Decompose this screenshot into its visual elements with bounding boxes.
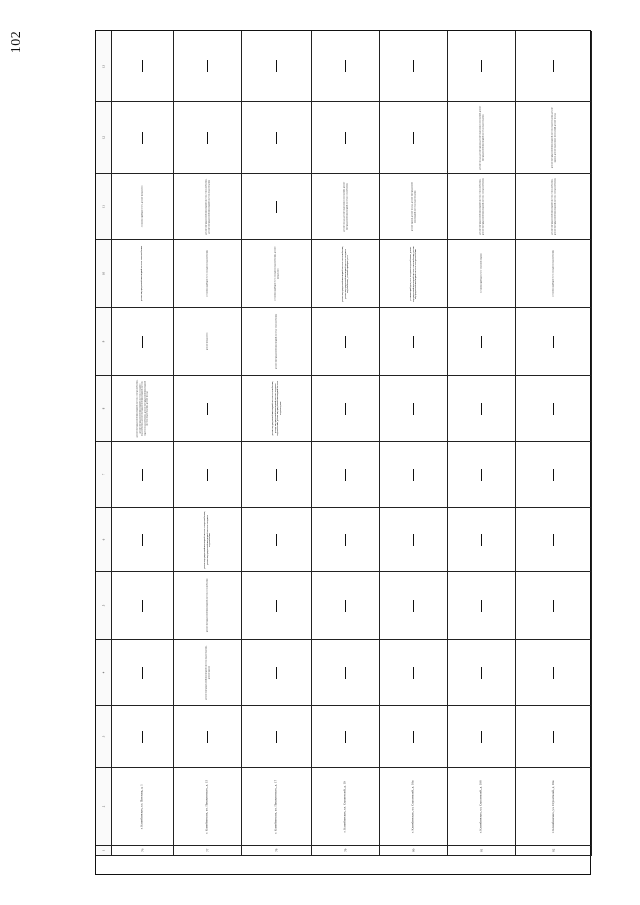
table-cell xyxy=(312,376,380,442)
table-cell xyxy=(312,508,380,572)
empty-dash xyxy=(345,60,346,72)
table-cell xyxy=(516,442,592,508)
row-address: г. Клинбинских, ул. Строителей, д. 10б xyxy=(478,780,483,833)
table-cell xyxy=(242,706,312,768)
work-description: ремонт внутридомовой инженерной системы теплоснабжения, ремонт внутридомовой инженерной системы электроснабжения xyxy=(478,178,484,235)
empty-dash xyxy=(207,469,208,481)
column-number: 3 xyxy=(101,735,105,738)
table-cell xyxy=(448,572,516,640)
work-description: ремонт фасада, ремонт подвальных помещений, ремонт внутридомовой инженерной системы газоснабжения xyxy=(342,181,348,232)
work-description: ремонт фундамента xyxy=(206,332,209,351)
work-description: ремонт внутридомовой инженерной системы теплоснабжения, ремонт внутридомовой инженерной системы электроснабжения xyxy=(550,178,556,235)
table-cell xyxy=(516,572,592,640)
table-cell xyxy=(312,768,380,846)
empty-dash xyxy=(142,60,143,72)
column-number: 7 xyxy=(101,473,105,476)
table-cell xyxy=(112,846,174,856)
table-cell xyxy=(380,508,448,572)
table-cell xyxy=(380,846,448,856)
row-address: г. Клинбинских, ул. Строителей, д. 10в xyxy=(550,780,555,833)
table-cell xyxy=(242,768,312,846)
row-number: 77 xyxy=(205,848,210,853)
table-cell xyxy=(448,768,516,846)
table-cell xyxy=(516,102,592,174)
table-cell xyxy=(516,640,592,706)
table-cell xyxy=(448,706,516,768)
empty-dash xyxy=(481,600,482,612)
empty-dash xyxy=(142,469,143,481)
table-cell xyxy=(448,640,516,706)
table-cell xyxy=(174,572,242,640)
table-cell xyxy=(516,308,592,376)
table-cell xyxy=(448,308,516,376)
column-number: 9 xyxy=(101,340,105,343)
table-cell xyxy=(516,846,592,856)
column-number-cell xyxy=(96,640,112,706)
empty-dash xyxy=(276,469,277,481)
empty-dash xyxy=(142,600,143,612)
column-number: 11 xyxy=(101,205,105,208)
empty-dash xyxy=(481,403,482,415)
empty-dash xyxy=(207,403,208,415)
empty-dash xyxy=(481,534,482,546)
table-cell xyxy=(242,508,312,572)
row-address: г. Клинбинских, ул. Строителей, д. 10 xyxy=(342,780,347,833)
empty-dash xyxy=(142,667,143,679)
table-cell xyxy=(380,174,448,240)
table-cell xyxy=(112,706,174,768)
column-number: 2 xyxy=(101,805,105,808)
table-cell xyxy=(174,768,242,846)
table-cell xyxy=(312,846,380,856)
table-cell xyxy=(380,706,448,768)
table-cell xyxy=(380,376,448,442)
empty-dash xyxy=(142,132,143,144)
row-number: 76 xyxy=(140,848,145,853)
empty-dash xyxy=(553,403,554,415)
table-cell xyxy=(112,102,174,174)
empty-dash xyxy=(142,731,143,743)
row-number: 79 xyxy=(343,848,348,853)
table-cell xyxy=(242,640,312,706)
table-cell xyxy=(312,706,380,768)
empty-dash xyxy=(345,469,346,481)
table-cell xyxy=(380,442,448,508)
table-cell xyxy=(112,508,174,572)
table-cell xyxy=(380,102,448,174)
table-cell xyxy=(174,706,242,768)
work-description: ремонт внутридомовой инженерной системы водоотведения, ремонт крыши, ремонт подвальных помещений, ремонт фасада xyxy=(550,107,556,168)
table-cell xyxy=(448,376,516,442)
column-number-cell xyxy=(96,768,112,846)
empty-dash xyxy=(276,132,277,144)
work-description: установка приборов учета холодного водоснабжения, ремонт фундамента xyxy=(273,246,279,301)
work-description: ремонт внутридомовой инженерной системы электроснабжения, ремонт внутридомовой инженерной системы холодного водоснабжения xyxy=(203,510,211,569)
empty-dash xyxy=(413,534,414,546)
column-number: 1 xyxy=(101,849,105,852)
table-cell xyxy=(448,846,516,856)
work-description: ремонт фасада, ремонт крыши, ремонт подвальных помещений, ремонт внутридомовой инженерной системы водоотведения xyxy=(478,105,484,170)
empty-dash xyxy=(481,469,482,481)
table-cell xyxy=(380,240,448,308)
empty-dash xyxy=(413,403,414,415)
work-description: ремонт внутридомовой инженерной системы теплоснабжения xyxy=(275,313,278,370)
table-cell xyxy=(242,442,312,508)
empty-dash xyxy=(481,336,482,348)
empty-dash xyxy=(553,534,554,546)
table-cell xyxy=(174,640,242,706)
table-cell xyxy=(380,308,448,376)
table-cell xyxy=(312,240,380,308)
table-cell xyxy=(448,174,516,240)
column-number-cell xyxy=(96,31,112,102)
table-cell xyxy=(112,768,174,846)
column-number-cell xyxy=(96,706,112,768)
column-number-cell xyxy=(96,442,112,508)
empty-dash xyxy=(276,731,277,743)
column-number: 13 xyxy=(101,64,105,68)
table-cell xyxy=(448,240,516,308)
work-description: установка приборов учета холодного водоснабжения xyxy=(206,250,209,297)
empty-dash xyxy=(345,731,346,743)
empty-dash xyxy=(345,336,346,348)
empty-dash xyxy=(207,60,208,72)
table-cell xyxy=(312,442,380,508)
table-cell xyxy=(448,442,516,508)
empty-dash xyxy=(481,60,482,72)
table-cell xyxy=(516,508,592,572)
empty-dash xyxy=(276,60,277,72)
table-cell xyxy=(112,308,174,376)
empty-dash xyxy=(345,600,346,612)
empty-dash xyxy=(553,336,554,348)
table-cell xyxy=(242,308,312,376)
table-cell xyxy=(112,174,174,240)
column-number-cell xyxy=(96,508,112,572)
empty-dash xyxy=(345,534,346,546)
empty-dash xyxy=(276,667,277,679)
work-description: ремонт внутридомовой инженерной системы теплоснабжения xyxy=(141,245,144,302)
empty-dash xyxy=(142,534,143,546)
table-cell xyxy=(112,240,174,308)
table-cell xyxy=(312,174,380,240)
empty-dash xyxy=(553,600,554,612)
table-cell xyxy=(242,31,312,102)
works-grid xyxy=(95,30,591,875)
table-cell xyxy=(174,240,242,308)
row-address: г. Клинбинских, ул. Пушкинского, д. 15 xyxy=(204,779,209,834)
table-cell xyxy=(312,308,380,376)
empty-dash xyxy=(413,667,414,679)
table-cell xyxy=(174,102,242,174)
column-number: 6 xyxy=(101,538,105,541)
table-cell xyxy=(448,508,516,572)
empty-dash xyxy=(345,132,346,144)
work-description: ремонт внутридомовой инженерной системы электроснабжения, ремонт внутридомовой инженерной системы холодного водоснабжения, ремонт внутридомовой инженерной системы горячего водоснабжения, ремонт внутридомовой инженерной системы водоотведения, ремонт фасада xyxy=(136,379,149,438)
table-cell xyxy=(112,31,174,102)
work-description: ремонт внутридомовой инженерной системы теплоснабжения, ремонт внутридомовой инженерной системы холодного водоснабжения, установка приборов учета xyxy=(341,245,349,302)
work-description: ремонт внутридомовой инженерной системы газоснабжения xyxy=(206,578,209,633)
row-number: 78 xyxy=(274,848,279,853)
table-cell xyxy=(174,174,242,240)
table-cell xyxy=(174,508,242,572)
row-number: 80 xyxy=(411,848,416,853)
empty-dash xyxy=(276,201,277,213)
table-cell xyxy=(380,640,448,706)
column-number-cell xyxy=(96,376,112,442)
column-number-cell xyxy=(96,174,112,240)
column-number: 4 xyxy=(101,671,105,674)
table-cell xyxy=(312,572,380,640)
column-number: 12 xyxy=(101,136,105,139)
empty-dash xyxy=(207,731,208,743)
table-cell xyxy=(242,846,312,856)
column-number-cell xyxy=(96,102,112,174)
empty-dash xyxy=(553,731,554,743)
empty-dash xyxy=(413,469,414,481)
table-cell xyxy=(380,768,448,846)
table-cell xyxy=(312,640,380,706)
empty-dash xyxy=(553,667,554,679)
work-description: установка приборов учета холодного водоснабжения, ремонт внутридомовой инженерной системы теплоснабжения, ремонт внутридомовой инженерной системы электроснабжения xyxy=(409,245,417,302)
empty-dash xyxy=(413,600,414,612)
table-cell xyxy=(448,102,516,174)
table-cell xyxy=(242,102,312,174)
column-number: 8 xyxy=(101,407,105,410)
table-cell xyxy=(242,240,312,308)
table-cell xyxy=(516,706,592,768)
row-number: 82 xyxy=(551,848,556,853)
empty-dash xyxy=(276,600,277,612)
empty-dash xyxy=(142,336,143,348)
table-cell xyxy=(174,31,242,102)
row-address: г. Клинбинских, ул. Пушкинского, д. 17 xyxy=(273,779,278,834)
empty-dash xyxy=(345,667,346,679)
column-number-cell xyxy=(96,240,112,308)
work-description: установка приборов учета холодного водоснабжения xyxy=(552,250,555,297)
table-cell xyxy=(174,376,242,442)
table-cell xyxy=(516,768,592,846)
table-cell xyxy=(174,308,242,376)
table-cell xyxy=(174,846,242,856)
work-description: установка приборов учета, ремонт фундамента xyxy=(141,185,144,228)
table-cell xyxy=(112,442,174,508)
page-number: 102 xyxy=(9,30,24,54)
table-cell xyxy=(242,572,312,640)
row-number: 81 xyxy=(479,848,484,853)
work-description: ремонт крыши, ремонт фасада, ремонт внутридомовой инженерной системы водоотведения xyxy=(410,182,416,231)
table-cell xyxy=(312,102,380,174)
empty-dash xyxy=(481,667,482,679)
row-address: г. Клинбинских, ул. Строителей, д. 10а xyxy=(410,780,415,833)
column-number: 10 xyxy=(101,272,105,275)
table-cell xyxy=(112,376,174,442)
table-cell xyxy=(516,240,592,308)
empty-dash xyxy=(276,534,277,546)
empty-dash xyxy=(207,132,208,144)
empty-dash xyxy=(413,731,414,743)
empty-dash xyxy=(553,469,554,481)
empty-dash xyxy=(345,403,346,415)
empty-dash xyxy=(481,731,482,743)
table-cell xyxy=(242,376,312,442)
table-cell xyxy=(516,376,592,442)
empty-dash xyxy=(413,132,414,144)
work-description: ремонт внутридомовой инженерной системы водоотведения, ремонт крыши xyxy=(204,645,210,700)
table-cell xyxy=(312,31,380,102)
work-description: ремонт внутридомовой инженерной системы газоснабжения, ремонт внутридомовой инженерной системы холодного водоснабжения, ремонт внутридомовой инженерной системы водоотведения xyxy=(271,381,282,436)
empty-dash xyxy=(553,60,554,72)
table-cell xyxy=(380,572,448,640)
table-cell xyxy=(516,174,592,240)
empty-dash xyxy=(413,336,414,348)
empty-dash xyxy=(413,60,414,72)
table-cell xyxy=(448,31,516,102)
table-cell xyxy=(516,31,592,102)
work-description: установка приборов учета тепловой энергии xyxy=(480,253,483,294)
column-number: 5 xyxy=(101,604,105,607)
table-cell xyxy=(174,442,242,508)
row-address: г. Клинбинских, ул. Пихтова, д. 1 xyxy=(139,784,144,829)
table-cell xyxy=(112,640,174,706)
work-description: ремонт внутридомовой инженерной системы теплоснабжения, ремонт внутридомовой инженерной системы водоотведения xyxy=(204,178,210,235)
column-number-cell xyxy=(96,846,112,856)
table-cell xyxy=(380,31,448,102)
column-number-cell xyxy=(96,308,112,376)
column-number-cell xyxy=(96,572,112,640)
table-cell xyxy=(112,572,174,640)
table-cell xyxy=(242,174,312,240)
